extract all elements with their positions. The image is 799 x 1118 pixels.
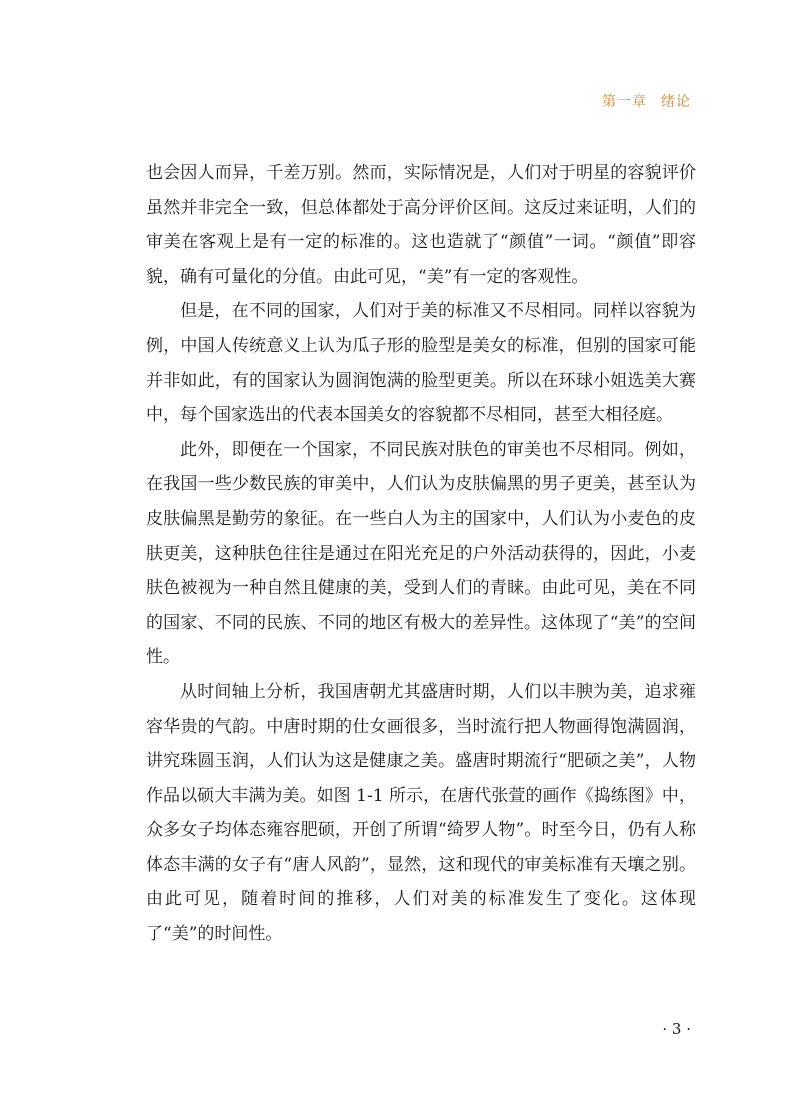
running-header: [602, 91, 691, 111]
chapter-title: 绪论: [661, 94, 691, 110]
chapter-label: 第一章: [602, 94, 647, 110]
paragraph-2: 但是，在不同的国家，人们对于美的标准又不尽相同。同样以容貌为例，中国人传统意义上认为瓜子形的脸型是美女的标准，但别的国家可能并非如此，有的国家认为圆润饱满的脸型更美。所以在环球小姐选美大赛中，每个国家选出的代表本国美女的容貌都不尽相同，甚至大相径庭。: [146, 301, 696, 426]
paragraph-1: 也会因人而异，千差万别。然而，实际情况是，人们对于明星的容貌评价虽然并非完全一致，但总体都处于高分评价区间。这反过来证明，人们的审美在客观上是有一定的标准的。这也造就了“颜值”一词。“颜值”即容貌，确有可量化的分值。由此可见，“美”有一定的客观性。: [146, 163, 696, 287]
body-text: [146, 156, 696, 952]
paragraph-4: 从时间轴上分析，我国唐朝尤其盛唐时期，人们以丰腴为美，追求雍容华贵的气韵。中唐时期的仕女画很多，当时流行把人物画得饱满圆润，讲究珠圆玉润，人们认为这是健康之美。盛唐时期流行“肥硕之美”，人物作品以硕大丰满为美。如图 1-1 所示，在唐代张萱的画作《捣练图》中，众多女子均体态雍容肥硕，开创了所谓“绮罗人物”。时至今日，仍有人称体态丰满的女子有“唐人风韵”，显然，这和现代的审美标准有天壤之别。由此可见，随着时间的推移，人们对美的标准发生了变化。这体现了“美”的时间性。: [146, 681, 696, 945]
paragraph-3: 此外，即便在一个国家，不同民族对肤色的审美也不尽相同。例如，在我国一些少数民族的审美中，人们认为皮肤偏黑的男子更美，甚至认为皮肤偏黑是勤劳的象征。在一些白人为主的国家中，人们认为小麦色的皮肤更美，这种肤色往往是通过在阳光充足的户外活动获得的，因此，小麦肤色被视为一种自然且健康的美，受到人们的青睐。由此可见，美在不同的国家、不同的民族、不同的地区有极大的差异性。这体现了“美”的空间性。: [146, 439, 696, 668]
page-number: · 3 ·: [662, 1020, 691, 1038]
